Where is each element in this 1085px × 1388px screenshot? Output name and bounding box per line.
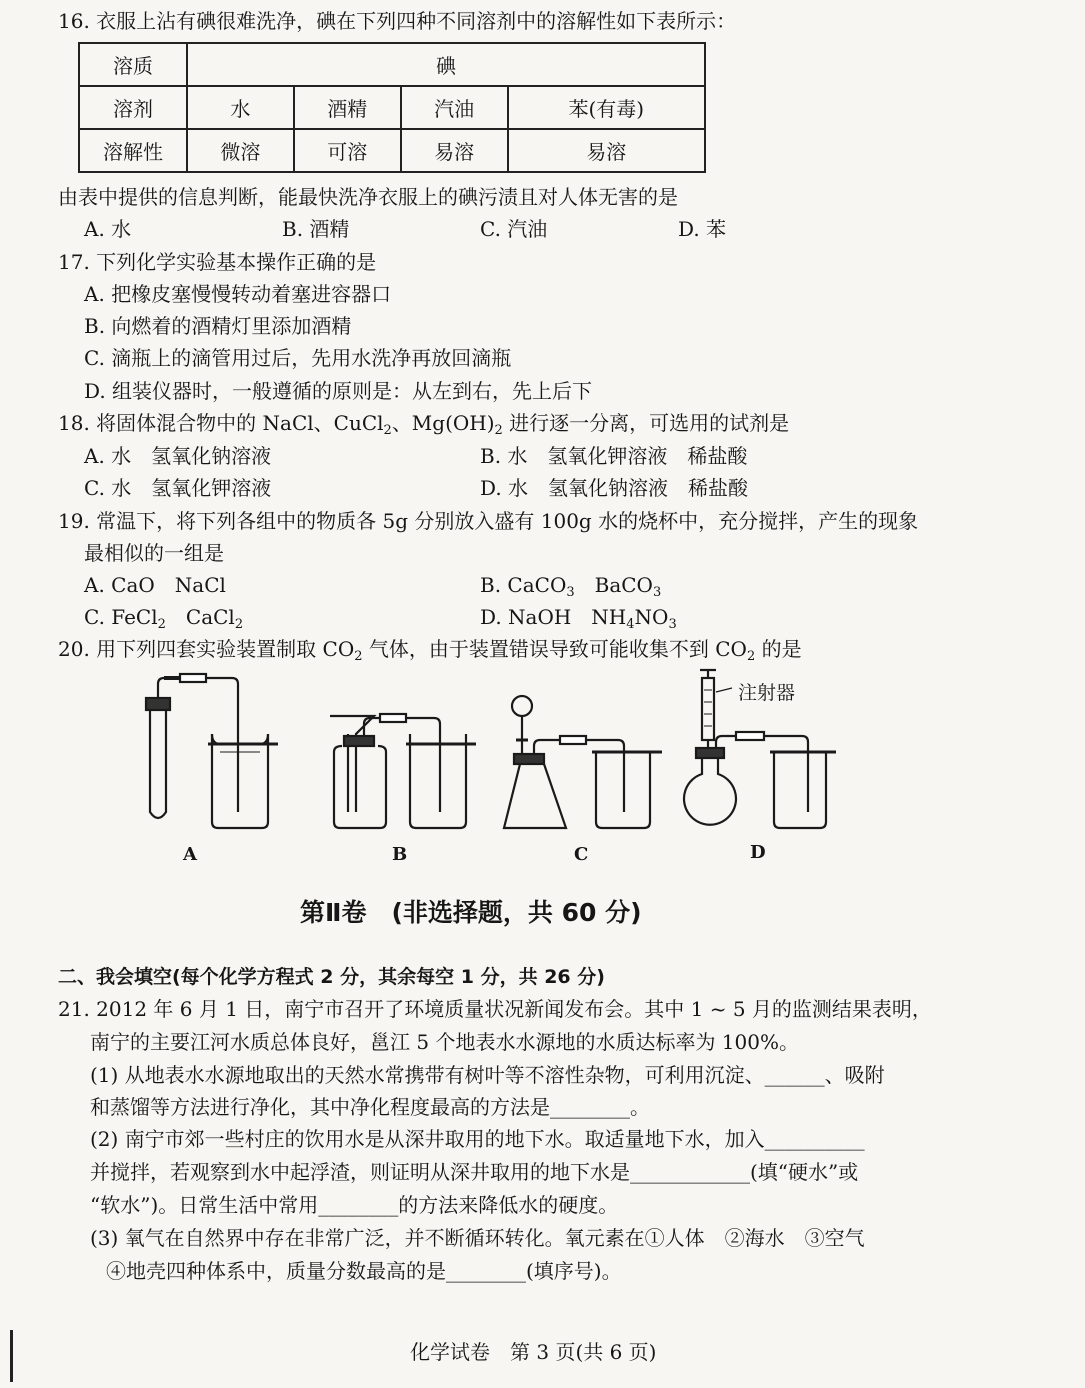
q21-line3: (1) 从地表水水源地取出的天然水常携带有树叶等不溶性杂物，可利用沉淀、______、吸附 (90, 1063, 885, 1087)
q21-line9: ④地壳四种体系中，质量分数最高的是________(填序号)。 (106, 1259, 622, 1283)
apparatus-label-d: D (750, 842, 766, 863)
q21-line4: 和蒸馏等方法进行净化，其中净化程度最高的方法是________。 (90, 1095, 650, 1119)
apparatus-c (504, 696, 662, 828)
table-cell: 汽油 (401, 86, 508, 129)
q21-line7: “软水”)。日常生活中常用________的方法来降低水的硬度。 (90, 1193, 619, 1217)
q18-option-c: C. 水 氢氧化钾溶液 (84, 476, 272, 500)
q17-option-c: C. 滴瓶上的滴管用过后，先用水洗净再放回滴瓶 (84, 346, 512, 370)
table-cell: 酒精 (294, 86, 401, 129)
part-title: 二、我会填空(每个化学方程式 2 分，其余每空 1 分，共 26 分) (58, 966, 605, 988)
apparatus-label-a: A (183, 844, 197, 865)
table-head-solubility: 溶解性 (79, 129, 187, 172)
q21-line1: 21. 2012 年 6 月 1 日，南宁市召开了环境质量状况新闻发布会。其中 1 ~ 5 月的监测结果表明， (58, 997, 932, 1021)
apparatus-diagram (120, 662, 840, 872)
q16-option-b: B. 酒精 (282, 217, 350, 241)
q18-option-a: A. 水 氢氧化钠溶液 (84, 444, 272, 468)
apparatus-label-c: C (574, 844, 589, 865)
apparatus-label-b: B (392, 844, 408, 865)
table-cell: 水 (187, 86, 294, 129)
apparatus-b (330, 714, 476, 828)
q17-option-d: D. 组装仪器时，一般遵循的原则是：从左到右，先上后下 (84, 379, 593, 403)
table-head-solute: 溶质 (79, 43, 187, 86)
table-row (79, 129, 705, 172)
q16-option-a: A. 水 (84, 217, 132, 241)
solubility-table (78, 42, 706, 173)
q19-stem-line2: 最相似的一组是 (84, 541, 224, 565)
margin-line (10, 1330, 13, 1382)
q19-option-d: D. NaOH $NH_4NO_3$ (480, 605, 677, 632)
table-cell: 可溶 (294, 129, 401, 172)
table-cell: 易溶 (401, 129, 508, 172)
q19-stem-line1: 19. 常温下，将下列各组中的物质各 5g 分别放入盛有 100g 水的烧杯中，充分搅拌，产生的现象 (58, 509, 919, 533)
q18-option-b: B. 水 氢氧化钾溶液 稀盐酸 (480, 444, 748, 468)
q16-option-c: C. 汽油 (480, 217, 548, 241)
q20-stem: 20. 用下列四套实验装置制取 $CO_2$ 气体，由于装置错误导致可能收集不到 $CO_2$ 的是 (58, 637, 802, 664)
q17-option-b: B. 向燃着的酒精灯里添加酒精 (84, 314, 352, 338)
table-cell: 微溶 (187, 129, 294, 172)
q19-option-c: C. FeCl$_2$ CaCl$_2$ (84, 605, 244, 632)
q16-stem: 16. 衣服上沾有碘很难洗净，碘在下列四种不同溶剂中的溶解性如下表所示： (58, 9, 737, 33)
q18-option-d: D. 水 氢氧化钠溶液 稀盐酸 (480, 476, 749, 500)
q21-line6: 并搅拌，若观察到水中起浮渣，则证明从深井取用的地下水是____________(填“硬水”或 (90, 1160, 859, 1184)
syringe-label: 注射器 (738, 682, 796, 704)
q19-option-a: A. CaO NaCl (84, 573, 226, 597)
q19-option-b: B. CaCO$_3$ BaCO$_3$ (480, 573, 662, 600)
table-row (79, 43, 705, 86)
q21-line8: (3) 氧气在自然界中存在非常广泛，并不断循环转化。氧元素在①人体 ②海水 ③空气 (90, 1226, 865, 1250)
section-title: 第Ⅱ卷 (非选择题，共 60 分) (300, 898, 642, 927)
page-footer: 化学试卷 第 3 页(共 6 页) (410, 1340, 657, 1364)
table-cell-solute: 碘 (187, 43, 705, 86)
q21-line2: 南宁的主要江河水质总体良好，邕江 5 个地表水水源地的水质达标率为 100%。 (90, 1030, 799, 1054)
q17-stem: 17. 下列化学实验基本操作正确的是 (58, 250, 377, 274)
q16-question: 由表中提供的信息判断，能最快洗净衣服上的碘污渍且对人体无害的是 (58, 185, 678, 209)
q16-option-d: D. 苯 (678, 217, 727, 241)
table-cell: 苯(有毒) (508, 86, 705, 129)
q21-line5: (2) 南宁市郊一些村庄的饮用水是从深井取用的地下水。取适量地下水，加入__________ (90, 1127, 865, 1151)
table-head-solvent: 溶剂 (79, 86, 187, 129)
apparatus-a (146, 674, 278, 828)
q18-stem: 18. 将固体混合物中的 NaCl、CuCl$_2$、$Mg(OH)_2$ 进行逐一分离，可选用的试剂是 (58, 411, 790, 438)
q17-option-a: A. 把橡皮塞慢慢转动着塞进容器口 (84, 282, 392, 306)
table-cell: 易溶 (508, 129, 705, 172)
table-row (79, 86, 705, 129)
